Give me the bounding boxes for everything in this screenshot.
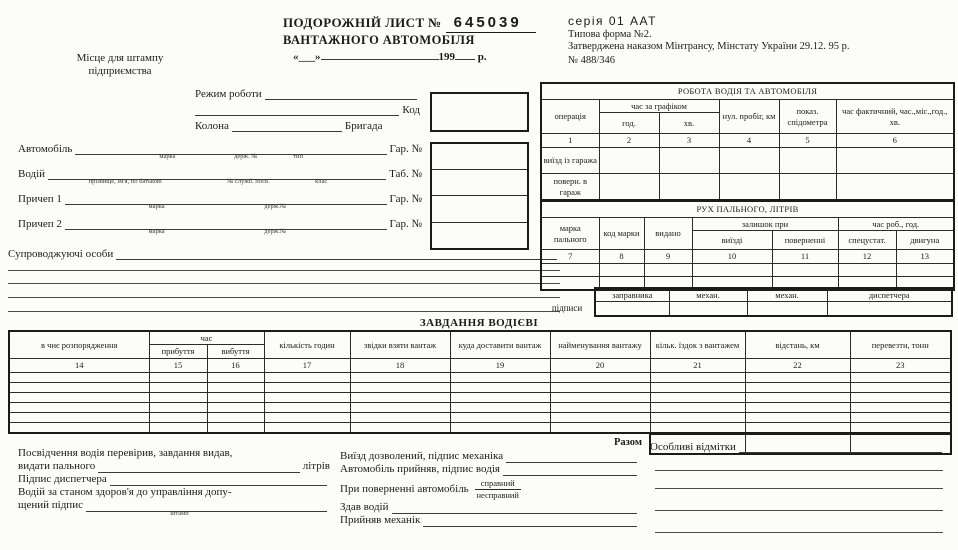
col-num: 16: [207, 359, 264, 373]
row-exit-label: виїзд із гаража: [541, 148, 599, 174]
col-tons: перевезти, тонн: [850, 331, 951, 359]
work-mode-row: [195, 88, 420, 100]
mechanic-accepted-row: [340, 514, 640, 527]
garage-number-label: Гар. №: [389, 218, 422, 230]
garage-number-label: Гар. №: [389, 143, 422, 155]
col-actual-time: час фактичний, час.,міс.,год., хв.: [836, 100, 954, 134]
fuel-issue-label: видати пального: [18, 460, 96, 472]
col-cargo-from: звідки взяти вантаж: [350, 331, 450, 359]
stamp-place-line2: підприємства: [88, 65, 152, 77]
col-num: 1: [541, 134, 599, 148]
special-notes-line: [655, 510, 943, 511]
row-return-label: поверн. в гараж: [541, 174, 599, 201]
column-label: Колона: [195, 120, 229, 132]
col-special-equip: спецустат.: [838, 231, 896, 250]
fuel-table-number-row: [541, 250, 954, 264]
col-num: 9: [644, 250, 692, 264]
task-table-title: ЗАВДАННЯ ВОДІЄВІ: [419, 317, 539, 329]
work-table-return-row: [541, 174, 954, 201]
work-table: [540, 82, 955, 201]
return-condition-row: [340, 478, 640, 500]
col-at-return: поверненні: [772, 231, 838, 250]
col-num: 15: [149, 359, 207, 373]
trailer1-label: Причеп 1: [18, 193, 62, 205]
col-num: 17: [264, 359, 350, 373]
codes-grid-cell: [432, 196, 527, 223]
col-arrival: прибуття: [149, 345, 207, 359]
task-empty-row: [9, 413, 951, 423]
form-number: 645039: [446, 14, 536, 33]
form-type: Типова форма №2.: [568, 29, 652, 40]
col-brand-code: код марки: [599, 218, 644, 250]
vehicle-accepted-field: [503, 473, 637, 476]
form-subtitle: ВАНТАЖНОГО АВТОМОБІЛЯ: [283, 33, 475, 47]
codes-grid-cell: [432, 144, 527, 170]
special-notes-line: [655, 488, 943, 489]
task-empty-row: [9, 423, 951, 434]
work-table-title-row: [541, 83, 954, 100]
col-cargo-to: куда доставити вантаж: [450, 331, 550, 359]
col-loaded-trips: кільк. їздок з вантажем: [650, 331, 745, 359]
sig-mechanic1: механ.: [669, 288, 747, 302]
col-num: 7: [541, 250, 599, 264]
escort-line: [8, 297, 560, 298]
fuel-signatures-grid: [594, 287, 953, 317]
col-at-departure: виїзді: [692, 231, 772, 250]
date-line: [293, 50, 536, 63]
escort-line: [8, 283, 560, 284]
col-distance: відстань, км: [745, 331, 850, 359]
health-sign-label: щений підпис: [18, 499, 83, 511]
fuel-table-title-row: [541, 201, 954, 218]
fuel-table-title: РУХ ПАЛЬНОГО, ЛІТРІВ: [541, 201, 954, 218]
col-num: 6: [836, 134, 954, 148]
date-quotes: «___»: [293, 50, 321, 63]
code-label: Код: [402, 104, 420, 116]
col-remainder: залишок при: [692, 218, 838, 231]
trailer1-field: [65, 202, 387, 210]
col-num: 21: [650, 359, 745, 373]
col-num: 18: [350, 359, 450, 373]
col-issued: видано: [644, 218, 692, 250]
vehicle-field: [75, 152, 386, 160]
trailer2-field: [65, 227, 387, 235]
exit-allowed-field: [506, 460, 637, 463]
col-zero-run: нул. пробіг, км: [719, 100, 779, 134]
health-sign-row: [18, 499, 330, 517]
codes-grid-cell: [432, 223, 527, 247]
col-num: 10: [692, 250, 772, 264]
trailer2-sub-statenum: держ.№: [264, 228, 287, 235]
escort-field: [116, 257, 557, 260]
col-num: 19: [450, 359, 550, 373]
task-table-number-row: [9, 359, 951, 373]
task-empty-row: [9, 373, 951, 383]
column-field: [232, 129, 342, 132]
total-label: Разом: [613, 437, 642, 448]
driver-handed-row: [340, 501, 640, 514]
dispatcher-sign-label: Підпис диспетчера: [18, 473, 107, 485]
col-hours-count: кількість годин: [264, 331, 350, 359]
trailer2-row: [18, 218, 422, 235]
col-num: 23: [850, 359, 951, 373]
code-field: [195, 113, 399, 116]
brigade-label: Бригада: [344, 120, 383, 132]
special-notes-row: [650, 441, 945, 453]
escort-line: [8, 270, 560, 271]
signatures-header-row: [595, 288, 952, 302]
vehicle-label: Автомобіль: [18, 143, 73, 155]
work-mode-label: Режим роботи: [195, 88, 262, 100]
fuel-table: [540, 200, 955, 291]
col-hours: год.: [599, 113, 659, 134]
special-notes-field: [739, 450, 942, 453]
trailer2-label: Причеп 2: [18, 218, 62, 230]
license-checked-line: Посвідчення водія перевірив, завдання видав,: [18, 447, 233, 459]
driver-handed-label: Здав водій: [340, 501, 389, 514]
date-suffix: р.: [477, 50, 487, 63]
col-departure: вибуття: [207, 345, 264, 359]
col-num: 3: [659, 134, 719, 148]
form-title: ПОДОРОЖНІЙ ЛИСТ №: [283, 15, 442, 30]
liters-label: літрів: [302, 460, 330, 472]
col-work-time: час роб., год.: [838, 218, 954, 231]
col-schedule-time: час за графіком: [599, 100, 719, 113]
approved-by: Затверджена наказом Мінтрансу, Мінстату України 29.12. 95 р.: [568, 41, 850, 52]
work-table-title: РОБОТА ВОДІЯ ТА АВТОМОБІЛЯ: [541, 83, 954, 100]
dispatcher-block: [18, 447, 330, 517]
return-condition-label: При поверненні автомобіль: [340, 482, 469, 495]
driver-row: [18, 168, 422, 185]
vehicle-accepted-label: Автомобіль прийняв, підпис водія: [340, 463, 500, 475]
work-table-number-row: [541, 134, 954, 148]
signatures-label: підписи: [551, 303, 583, 313]
column-brigade-row: [195, 120, 420, 132]
col-operation: операція: [541, 100, 599, 134]
col-num: 13: [896, 250, 954, 264]
date-year-fill: [455, 50, 475, 60]
special-notes-line: [655, 470, 943, 471]
driver-sub-license: № служб. посв.: [227, 178, 270, 185]
condition-options: [475, 478, 521, 500]
series-label: серія 01 ААТ: [568, 14, 657, 28]
fuel-issue-field: [98, 470, 300, 473]
fuel-table-header-row: [541, 218, 954, 231]
garage-number-label: Гар. №: [389, 193, 422, 205]
driver-sub-class: клас: [315, 178, 328, 185]
col-fuel-brand: марка пального: [541, 218, 599, 250]
tab-number-label: Таб. №: [389, 168, 422, 180]
col-num: 14: [9, 359, 149, 373]
stamp-place: [30, 52, 210, 78]
fuel-table-empty-row: [541, 264, 954, 277]
trailer1-sub-statenum: держ.№: [264, 203, 287, 210]
col-num: 5: [779, 134, 836, 148]
escort-row: [8, 248, 560, 260]
col-cargo-name: найменування вантажу: [550, 331, 650, 359]
fuel-issue-row: [18, 460, 330, 473]
dispatcher-sign-field: [110, 483, 327, 486]
health-sign-field: [86, 509, 327, 517]
col-num: 22: [745, 359, 850, 373]
dispatcher-sign-row: [18, 473, 330, 486]
order-number: № 488/346: [568, 55, 616, 66]
escort-label: Супроводжуючі особи: [8, 248, 114, 260]
vehicle-sub-brand: марка: [159, 153, 176, 160]
signatures-empty-row: [595, 302, 952, 317]
exit-allowed-row: [340, 450, 640, 463]
trailer2-sub-brand: марка: [148, 228, 165, 235]
task-table-header-row: [9, 331, 951, 345]
col-num: 4: [719, 134, 779, 148]
mechanic-accepted-field: [423, 524, 637, 527]
form-meta-block: [568, 14, 954, 66]
trailer1-sub-brand: марка: [148, 203, 165, 210]
mechanic-block: [340, 450, 640, 527]
col-num: 12: [838, 250, 896, 264]
work-table-header-row: [541, 100, 954, 113]
col-num: 20: [550, 359, 650, 373]
col-num: 8: [599, 250, 644, 264]
vehicle-accepted-row: [340, 463, 640, 476]
condition-not-ok: несправний: [476, 489, 519, 500]
trailer1-row: [18, 193, 422, 210]
code-box: [430, 92, 529, 132]
col-engine: двигуна: [896, 231, 954, 250]
special-notes-line: [655, 532, 943, 533]
col-time: час: [149, 331, 264, 345]
vehicle-row: [18, 143, 422, 160]
sig-dispatcher: диспетчера: [827, 288, 952, 302]
task-table: [8, 330, 952, 434]
work-table-exit-row: [541, 148, 954, 174]
fuel-signatures: [540, 287, 953, 317]
form-title-block: [283, 14, 536, 63]
stamp-place-line1: Місце для штампу: [76, 52, 164, 64]
driver-sub-name: прізвище, ім'я, по батькові: [88, 178, 162, 185]
col-num: 11: [772, 250, 838, 264]
col-disposal: в чиє розпорядження: [9, 331, 149, 359]
code-row: [195, 104, 420, 116]
col-minutes: хв.: [659, 113, 719, 134]
exit-allowed-label: Виїзд дозволений, підпис механіка: [340, 450, 504, 462]
special-notes-label: Особливі відмітки: [650, 441, 736, 453]
col-num: 2: [599, 134, 659, 148]
task-empty-row: [9, 383, 951, 393]
escort-line: [8, 311, 560, 312]
codes-grid-cell: [432, 170, 527, 196]
vehicle-sub-statenum: держ. №: [234, 153, 258, 160]
condition-ok: справний: [475, 478, 521, 490]
sig-fueler: заправника: [595, 288, 669, 302]
work-mode-field: [265, 97, 417, 100]
date-fill-line: [321, 50, 439, 60]
driver-handed-field: [392, 511, 637, 514]
date-year: 199: [438, 50, 455, 63]
driver-field: [48, 177, 386, 185]
health-line: Водій за станом здоров'я до управління допу-: [18, 486, 232, 498]
stamp-note: штамп: [170, 510, 189, 517]
vehicle-sub-type: тип: [293, 153, 304, 160]
task-empty-row: [9, 393, 951, 403]
driver-label: Водій: [18, 168, 46, 180]
sig-mechanic2: механ.: [747, 288, 827, 302]
col-odometer: показ. спідометра: [779, 100, 836, 134]
mechanic-accepted-label: Прийняв механік: [340, 514, 421, 527]
codes-grid-box: [430, 142, 529, 250]
task-empty-row: [9, 403, 951, 413]
